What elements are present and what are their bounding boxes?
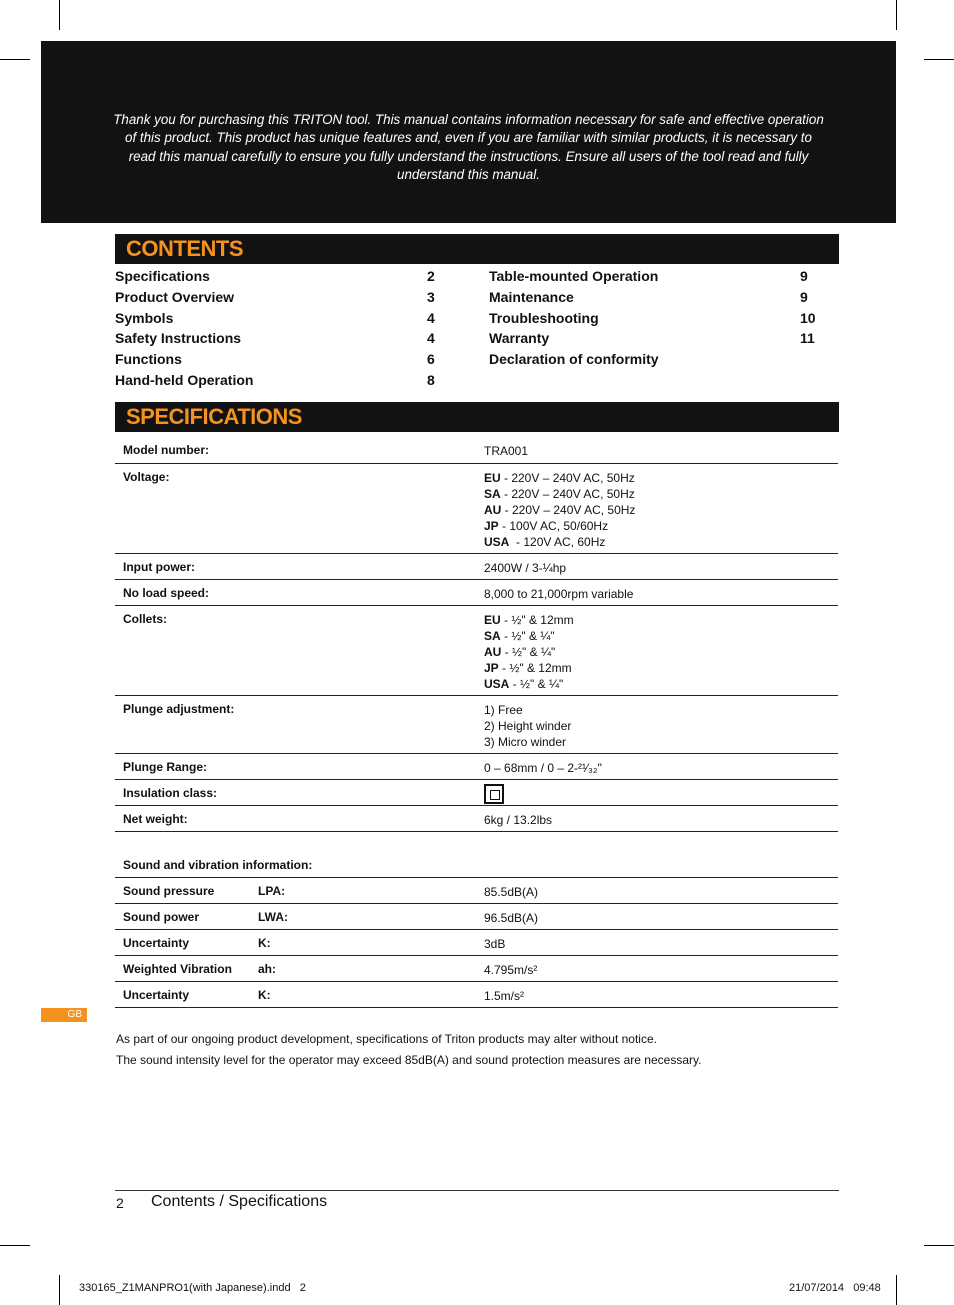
intro-banner — [41, 41, 896, 223]
toc-item[interactable]: Declaration of conformity — [489, 351, 659, 368]
sound-vibration-table — [115, 877, 838, 1008]
contents-header — [115, 234, 839, 264]
specifications-header — [115, 402, 839, 432]
toc-item[interactable]: Functions 6 — [115, 351, 435, 368]
specifications-table — [115, 437, 838, 832]
table-row: Net weight: 6kg / 13.2lbs — [115, 806, 838, 832]
toc-item[interactable]: Warranty 11 — [489, 330, 815, 347]
table-row: Input power: 2400W / 3-¼hp — [115, 554, 838, 580]
double-insulation-icon — [484, 784, 504, 804]
footer-divider — [115, 1190, 839, 1191]
note-text: As part of our ongoing product development, specifications of Triton products may alter without notice. — [116, 1032, 657, 1046]
crop-mark — [924, 1245, 954, 1246]
table-row: Sound pressure LPA: 85.5dB(A) — [115, 878, 838, 904]
toc-item[interactable]: Safety Instructions 4 — [115, 330, 435, 347]
toc-item[interactable]: Table-mounted Operation 9 — [489, 268, 808, 284]
contents-title: CONTENTS — [126, 236, 243, 261]
toc-left — [115, 268, 435, 393]
crop-mark — [59, 0, 60, 30]
footer-title: Contents / Specifications — [151, 1193, 328, 1210]
toc-item[interactable]: Product Overview 3 — [115, 288, 435, 305]
table-row: Plunge adjustment: 1) Free 2) Height winder 3) Micro winder — [115, 696, 838, 754]
toc-item[interactable]: Specifications 2 — [115, 268, 435, 284]
plunge-adjustment-list: 1) Free 2) Height winder 3) Micro winder — [484, 703, 572, 749]
crop-mark — [924, 59, 954, 60]
slug-file: 330165_Z1MANPRO1(with Japanese).indd 2 — [79, 1282, 306, 1294]
table-row: Collets: EU - ½" & 12mm SA - ½" & ¼" AU - ½" & ¼" JP - ½" & 12mm USA - ½" & ¼" — [115, 606, 838, 696]
table-row: No load speed: 8,000 to 21,000rpm variable — [115, 580, 838, 606]
collets-list: EU - ½" & 12mm SA - ½" & ¼" AU - ½" & ¼" JP - ½" & 12mm USA - ½" & ¼" — [484, 613, 574, 691]
table-row: Weighted Vibration ah: 4.795m/s² — [115, 956, 838, 982]
table-row: Voltage: EU - 220V – 240V AC, 50Hz SA - 220V – 240V AC, 50Hz AU - 220V – 240V AC, 50Hz JP - 100V AC, 50/60Hz USA - 120V AC, 60Hz — [115, 464, 838, 554]
intro-text: Thank you for purchasing this TRITON tool. This manual contains information necessary for safe and effective operation of this product. This product has unique features and, even if you are familiar with similar products, it is necessary to read this manual carefully to ensure you fully understand the instructions. Ensure all users of the tool read and fully understand this manual. — [113, 112, 824, 182]
table-row: Uncertainty K: 1.5m/s² — [115, 982, 838, 1008]
table-row: Plunge Range: 0 – 68mm / 0 – 2-²¹⁄₃₂" — [115, 754, 838, 780]
toc-item[interactable]: Symbols 4 — [115, 309, 435, 326]
toc-item[interactable]: Hand-held Operation 8 — [115, 371, 435, 388]
table-row: Uncertainty K: 3dB — [115, 930, 838, 956]
table-row: Model number: TRA001 — [115, 437, 838, 464]
crop-mark — [59, 1275, 60, 1305]
slug-date: 21/07/2014 09:48 — [789, 1282, 881, 1294]
crop-mark — [896, 1275, 897, 1305]
page-number: 2 — [116, 1195, 124, 1211]
toc-right — [489, 268, 819, 372]
table-row: Sound power LWA: 96.5dB(A) — [115, 904, 838, 930]
table-row: Insulation class: — [115, 780, 838, 806]
crop-mark — [896, 0, 897, 30]
language-tab: GB — [41, 1008, 87, 1022]
toc-item[interactable]: Troubleshooting 10 — [489, 309, 816, 326]
crop-mark — [0, 59, 30, 60]
crop-mark — [0, 1245, 30, 1246]
sound-vibration-title: Sound and vibration information: — [123, 858, 313, 872]
note-text: The sound intensity level for the operator may exceed 85dB(A) and sound protection measures are necessary. — [116, 1053, 702, 1067]
specifications-title: SPECIFICATIONS — [126, 404, 302, 429]
voltage-list: EU - 220V – 240V AC, 50Hz SA - 220V – 240V AC, 50Hz AU - 220V – 240V AC, 50Hz JP - 100V AC, 50/60Hz USA - 120V AC, 60Hz — [484, 471, 636, 549]
toc-item[interactable]: Maintenance 9 — [489, 288, 808, 305]
